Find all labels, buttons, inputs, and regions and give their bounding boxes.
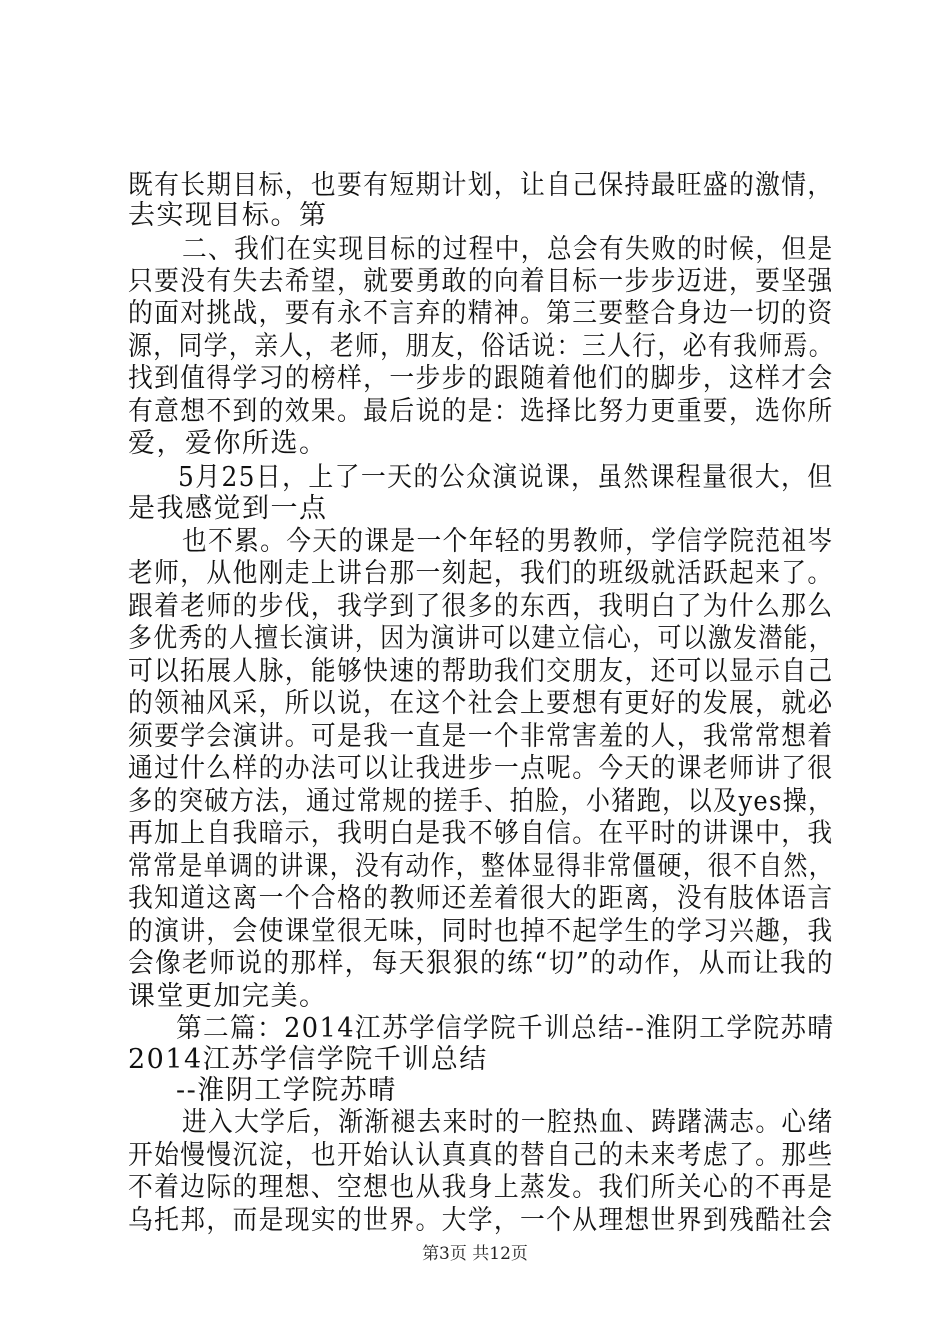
text-line: 的演讲，会使课堂很无味，同时也掉不起学生的学习兴趣，我 (128, 916, 834, 947)
text-line: 再加上自我暗示，我明白是我不够自信。在平时的讲课中，我 (128, 818, 834, 849)
text-line: 跟着老师的步伐，我学到了很多的东西，我明白了为什么那么 (128, 591, 834, 622)
text-line: 常常是单调的讲课，没有动作，整体显得非常僵硬，很不自然， (128, 851, 834, 882)
text-line: 也不累。今天的课是一个年轻的男教师，学信学院范祖岑 (182, 526, 834, 557)
text-line: 须要学会演讲。可是我一直是一个非常害羞的人，我常常想着 (128, 721, 834, 752)
section-heading: 第二篇：2014江苏学信学院千训总结--淮阴工学院苏晴 (176, 1013, 835, 1044)
text-line: 乌托邦，而是现实的世界。大学，一个从理想世界到残酷社会 (128, 1205, 834, 1236)
text-line: 去实现目标。第 (128, 200, 328, 231)
text-line: 老师，从他刚走上讲台那一刻起，我们的班级就活跃起来了。 (128, 558, 834, 589)
text-line: 开始慢慢沉淀，也开始认认真真的替自己的未来考虑了。那些 (128, 1140, 834, 1171)
text-line: 会像老师说的那样，每天狠狠的练“切”的动作，从而让我的 (128, 948, 835, 979)
text-line: 二、我们在实现目标的过程中，总会有失败的时候，但是 (182, 234, 834, 265)
text-line: 进入大学后，渐渐褪去来时的一腔热血、踌躇满志。心绪 (182, 1107, 834, 1138)
text-line: 找到值得学习的榜样，一步步的跟随着他们的脚步，这样才会 (128, 363, 834, 394)
text-line: 多优秀的人擅长演讲，因为演讲可以建立信心，可以激发潜能， (128, 623, 834, 654)
text-line: 多的突破方法，通过常规的搓手、拍脸，小猪跑，以及yes操， (128, 786, 834, 817)
text-line: 只要没有失去希望，就要勇敢的向着目标一步步迈进，要坚强 (128, 266, 834, 297)
text-line: 通过什么样的办法可以让我进步一点呢。今天的课老师讲了很 (128, 753, 834, 784)
text-line: 可以拓展人脉，能够快速的帮助我们交朋友，还可以显示自己 (128, 656, 834, 687)
text-line: 有意想不到的效果。最后说的是：选择比努力更重要，选你所 (128, 396, 834, 427)
text-line: 我知道这离一个合格的教师还差着很大的距离，没有肢体语言 (128, 883, 834, 914)
text-line: 是我感觉到一点 (128, 493, 328, 524)
text-line: 爱，爱你所选。 (128, 428, 328, 459)
text-line: 5月25日，上了一天的公众演说课，虽然课程量很大，但 (178, 462, 834, 493)
text-line: 的领袖风采，所以说，在这个社会上要想有更好的发展，就必 (128, 688, 834, 719)
page-number-footer: 第3页 共12页 (422, 1244, 528, 1264)
section-author: --淮阴工学院苏晴 (176, 1075, 397, 1106)
text-line: 不着边际的理想、空想也从我身上蒸发。我们所关心的不再是 (128, 1172, 834, 1203)
text-line: 既有长期目标，也要有短期计划，让自己保持最旺盛的激情， (128, 170, 834, 201)
section-title: 2014江苏学信学院千训总结 (128, 1044, 488, 1075)
text-line: 课堂更加完美。 (128, 981, 328, 1012)
text-line: 的面对挑战，要有永不言弃的精神。第三要整合身边一切的资 (128, 298, 834, 329)
text-line: 源，同学，亲人，老师，朋友，俗话说：三人行，必有我师焉。 (128, 331, 834, 362)
